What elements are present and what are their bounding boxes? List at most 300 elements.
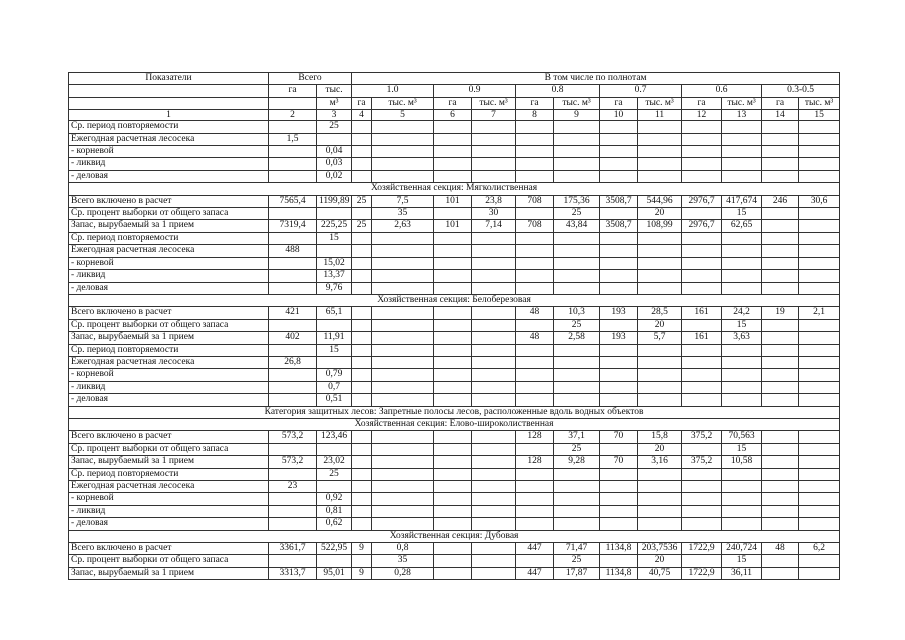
- table-cell: [434, 133, 472, 145]
- table-cell: [434, 505, 472, 517]
- table-cell: 0,62: [317, 518, 352, 530]
- table-cell: [638, 133, 682, 145]
- table-cell: [600, 282, 638, 294]
- table-cell: [682, 493, 722, 505]
- table-cell: [638, 468, 682, 480]
- table-row: [69, 344, 840, 356]
- col-number: 15: [799, 110, 840, 121]
- row-label: - ликвид: [69, 381, 269, 393]
- table-cell: [682, 443, 722, 455]
- table-cell: [682, 270, 722, 282]
- col-number: 7: [472, 110, 516, 121]
- table-cell: [472, 481, 516, 493]
- table-cell: 13,37: [317, 270, 352, 282]
- header-m3: м³: [317, 97, 352, 109]
- table-cell: 17,87: [554, 567, 600, 579]
- table-cell: 0,28: [372, 567, 434, 579]
- table-cell: [472, 121, 516, 133]
- table-cell: [472, 356, 516, 368]
- table-cell: [799, 344, 840, 356]
- table-cell: [799, 220, 840, 232]
- table-cell: [638, 146, 682, 158]
- table-cell: [638, 232, 682, 244]
- table-cell: 25: [352, 220, 372, 232]
- table-cell: [516, 493, 554, 505]
- table-cell: [762, 394, 799, 406]
- table-cell: [372, 158, 434, 170]
- table-cell: [682, 518, 722, 530]
- table-cell: [682, 468, 722, 480]
- unit-ths-m3: тыс. м³: [472, 97, 516, 109]
- table-cell: [269, 505, 317, 517]
- table-cell: [516, 282, 554, 294]
- table-row: [69, 121, 840, 133]
- table-cell: 9,76: [317, 282, 352, 294]
- table-cell: 70,563: [722, 431, 762, 443]
- table-cell: 573,2: [269, 456, 317, 468]
- table-cell: [269, 208, 317, 220]
- unit-ths-m3: тыс. м³: [554, 97, 600, 109]
- table-cell: [799, 567, 840, 579]
- table-cell: [472, 543, 516, 555]
- table-cell: 15,02: [317, 257, 352, 269]
- table-cell: [554, 344, 600, 356]
- table-cell: 0,04: [317, 146, 352, 158]
- table-cell: [799, 493, 840, 505]
- table-cell: [762, 369, 799, 381]
- table-cell: 0,7: [317, 381, 352, 393]
- unit-ha: га: [516, 97, 554, 109]
- row-label: Запас, вырубаемый за 1 прием: [69, 567, 269, 579]
- table-cell: [372, 245, 434, 257]
- table-cell: [472, 431, 516, 443]
- table-cell: [600, 319, 638, 331]
- table-cell: [516, 443, 554, 455]
- table-cell: 20: [638, 208, 682, 220]
- table-cell: [638, 369, 682, 381]
- table-cell: 240,724: [722, 543, 762, 555]
- table-cell: 161: [682, 332, 722, 344]
- table-cell: 35: [372, 555, 434, 567]
- table-cell: [799, 456, 840, 468]
- table-row: [69, 170, 840, 182]
- table-cell: 25: [554, 443, 600, 455]
- table-cell: 95,01: [317, 567, 352, 579]
- section-row: [69, 183, 840, 195]
- table-cell: [762, 245, 799, 257]
- section-title: Хозяйственная секция: Елово-широколиственная: [69, 418, 840, 430]
- table-cell: [762, 208, 799, 220]
- table-cell: [722, 282, 762, 294]
- table-cell: [352, 394, 372, 406]
- table-cell: [317, 133, 352, 145]
- col-number: 2: [269, 110, 317, 121]
- table-row: [69, 146, 840, 158]
- table-cell: [762, 381, 799, 393]
- table-cell: [722, 481, 762, 493]
- table-cell: [269, 158, 317, 170]
- table-cell: [516, 232, 554, 244]
- table-cell: [762, 344, 799, 356]
- table-row: [69, 270, 840, 282]
- table-cell: [682, 555, 722, 567]
- table-cell: [638, 493, 682, 505]
- table-cell: [722, 505, 762, 517]
- table-cell: [352, 307, 372, 319]
- table-cell: [472, 282, 516, 294]
- table-cell: 708: [516, 220, 554, 232]
- table-cell: [269, 493, 317, 505]
- table-cell: [372, 232, 434, 244]
- table-cell: [472, 394, 516, 406]
- row-label: - деловая: [69, 170, 269, 182]
- table-row: [69, 220, 840, 232]
- table-cell: 1134,8: [600, 543, 638, 555]
- table-cell: [682, 505, 722, 517]
- table-cell: [600, 133, 638, 145]
- table-cell: [352, 245, 372, 257]
- table-cell: [317, 208, 352, 220]
- table-cell: [434, 319, 472, 331]
- row-label: - корневой: [69, 369, 269, 381]
- table-cell: [554, 158, 600, 170]
- table-cell: [762, 282, 799, 294]
- table-cell: 20: [638, 555, 682, 567]
- unit-ths-m3: тыс. м³: [799, 97, 840, 109]
- table-cell: [600, 158, 638, 170]
- table-cell: 25: [352, 195, 372, 207]
- table-cell: 225,25: [317, 220, 352, 232]
- table-cell: 25: [317, 121, 352, 133]
- table-row: [69, 356, 840, 368]
- table-cell: 161: [682, 307, 722, 319]
- table-cell: [762, 170, 799, 182]
- table-cell: [600, 443, 638, 455]
- table-cell: [516, 121, 554, 133]
- table-cell: [516, 146, 554, 158]
- table-cell: [682, 121, 722, 133]
- table-cell: [372, 146, 434, 158]
- table-cell: [722, 381, 762, 393]
- section-title: Категория защитных лесов: Запретные полосы лесов, расположенные вдоль водных объектов: [69, 406, 840, 418]
- table-cell: [554, 232, 600, 244]
- table-cell: 3,16: [638, 456, 682, 468]
- table-cell: [722, 468, 762, 480]
- table-cell: 2,63: [372, 220, 434, 232]
- table-cell: [682, 146, 722, 158]
- table-cell: [762, 468, 799, 480]
- table-cell: [799, 555, 840, 567]
- col-number: 8: [516, 110, 554, 121]
- table-cell: [762, 232, 799, 244]
- table-cell: 7,14: [472, 220, 516, 232]
- table-cell: [472, 332, 516, 344]
- table-cell: [638, 245, 682, 257]
- table-cell: [472, 319, 516, 331]
- table-cell: [352, 121, 372, 133]
- table-row: [69, 505, 840, 517]
- table-cell: [434, 518, 472, 530]
- table-cell: [269, 170, 317, 182]
- table-cell: [269, 232, 317, 244]
- table-cell: [472, 257, 516, 269]
- table-cell: [352, 456, 372, 468]
- table-cell: [472, 245, 516, 257]
- table-cell: [799, 356, 840, 368]
- row-label: Ср. процент выборки от общего запаса: [69, 443, 269, 455]
- table-row: [69, 481, 840, 493]
- table-cell: 3508,7: [600, 220, 638, 232]
- table-cell: [434, 208, 472, 220]
- table-cell: 1134,8: [600, 567, 638, 579]
- table-cell: [554, 468, 600, 480]
- table-cell: 0,92: [317, 493, 352, 505]
- table-cell: [722, 369, 762, 381]
- table-cell: [682, 282, 722, 294]
- table-cell: [372, 505, 434, 517]
- table-row: [69, 245, 840, 257]
- table-cell: [269, 518, 317, 530]
- density-5: 0.6: [682, 85, 762, 97]
- table-cell: [516, 170, 554, 182]
- table-cell: 193: [600, 307, 638, 319]
- table-cell: [600, 344, 638, 356]
- table-cell: [554, 282, 600, 294]
- table-row: [69, 381, 840, 393]
- table-cell: 7565,4: [269, 195, 317, 207]
- row-label: Ср. период повторяемости: [69, 121, 269, 133]
- table-row: [69, 232, 840, 244]
- table-cell: [372, 468, 434, 480]
- table-cell: [352, 332, 372, 344]
- table-cell: 128: [516, 456, 554, 468]
- table-row: [69, 543, 840, 555]
- table-cell: [269, 121, 317, 133]
- table-cell: [600, 468, 638, 480]
- table-cell: [372, 394, 434, 406]
- table-cell: [799, 319, 840, 331]
- table-cell: [516, 245, 554, 257]
- section-title: Хозяйственная секция: Белоберезовая: [69, 294, 840, 306]
- table-row: [69, 158, 840, 170]
- table-cell: [799, 245, 840, 257]
- table-cell: [352, 505, 372, 517]
- table-cell: 447: [516, 543, 554, 555]
- table-cell: [762, 121, 799, 133]
- table-row: [69, 468, 840, 480]
- row-label: Всего включено в расчет: [69, 195, 269, 207]
- table-cell: 19: [762, 307, 799, 319]
- table-cell: [352, 270, 372, 282]
- table-cell: [682, 133, 722, 145]
- table-cell: [638, 158, 682, 170]
- table-cell: 15,8: [638, 431, 682, 443]
- row-label: Запас, вырубаемый за 1 прием: [69, 332, 269, 344]
- row-label: Ср. процент выборки от общего запаса: [69, 319, 269, 331]
- table-cell: [600, 257, 638, 269]
- row-label: Всего включено в расчет: [69, 543, 269, 555]
- table-cell: [762, 146, 799, 158]
- table-cell: [762, 270, 799, 282]
- table-cell: [762, 133, 799, 145]
- row-label: - корневой: [69, 493, 269, 505]
- table-cell: [638, 381, 682, 393]
- table-cell: 3313,7: [269, 567, 317, 579]
- table-cell: 9: [352, 567, 372, 579]
- col-number: 12: [682, 110, 722, 121]
- table-cell: [600, 146, 638, 158]
- table-cell: [682, 381, 722, 393]
- table-cell: [762, 356, 799, 368]
- table-cell: [762, 518, 799, 530]
- table-cell: [638, 394, 682, 406]
- table-cell: [372, 518, 434, 530]
- table-cell: 421: [269, 307, 317, 319]
- table-cell: [434, 356, 472, 368]
- table-cell: 0,79: [317, 369, 352, 381]
- table-cell: [682, 344, 722, 356]
- table-cell: 65,1: [317, 307, 352, 319]
- col-number: 6: [434, 110, 472, 121]
- row-label: Всего включено в расчет: [69, 431, 269, 443]
- table-cell: [600, 505, 638, 517]
- table-cell: [434, 332, 472, 344]
- table-cell: 5,7: [638, 332, 682, 344]
- table-cell: 0,8: [372, 543, 434, 555]
- table-cell: 108,99: [638, 220, 682, 232]
- row-label: Ежегодная расчетная лесосека: [69, 245, 269, 257]
- table-cell: [317, 319, 352, 331]
- table-cell: [434, 158, 472, 170]
- table-cell: [722, 158, 762, 170]
- table-cell: [352, 170, 372, 182]
- table-row: [69, 307, 840, 319]
- table-cell: [722, 518, 762, 530]
- table-cell: [638, 505, 682, 517]
- table-cell: [372, 121, 434, 133]
- table-cell: 25: [317, 468, 352, 480]
- table-cell: 10,58: [722, 456, 762, 468]
- table-cell: [472, 133, 516, 145]
- table-cell: [472, 468, 516, 480]
- table-cell: [352, 518, 372, 530]
- col-number: 3: [317, 110, 352, 121]
- table-cell: [722, 344, 762, 356]
- table-cell: 48: [516, 332, 554, 344]
- table-cell: [799, 270, 840, 282]
- table-cell: [269, 369, 317, 381]
- header-total: Всего: [269, 73, 352, 85]
- table-cell: 15: [722, 443, 762, 455]
- table-cell: [516, 468, 554, 480]
- table-cell: 447: [516, 567, 554, 579]
- table-cell: [434, 170, 472, 182]
- table-cell: 23: [269, 481, 317, 493]
- table-cell: [472, 158, 516, 170]
- col-number: 4: [352, 110, 372, 121]
- table-cell: [722, 245, 762, 257]
- header-row-3: [69, 97, 840, 109]
- table-cell: [472, 170, 516, 182]
- table-cell: [352, 381, 372, 393]
- table-cell: [352, 319, 372, 331]
- table-cell: 3,63: [722, 332, 762, 344]
- table-cell: [352, 146, 372, 158]
- table-cell: 2976,7: [682, 195, 722, 207]
- table-cell: 20: [638, 443, 682, 455]
- table-cell: [600, 208, 638, 220]
- table-cell: [434, 481, 472, 493]
- table-cell: [638, 518, 682, 530]
- unit-ha: га: [352, 97, 372, 109]
- table-cell: 1,5: [269, 133, 317, 145]
- table-cell: [352, 369, 372, 381]
- table-cell: [434, 307, 472, 319]
- table-cell: [799, 381, 840, 393]
- table-row: [69, 567, 840, 579]
- table-cell: [799, 431, 840, 443]
- table-cell: 175,36: [554, 195, 600, 207]
- table-cell: [434, 344, 472, 356]
- unit-ha: га: [600, 97, 638, 109]
- table-cell: [352, 356, 372, 368]
- table-cell: 203,7536: [638, 543, 682, 555]
- table-cell: [434, 270, 472, 282]
- table-cell: [762, 257, 799, 269]
- table-cell: [472, 381, 516, 393]
- table-cell: 0,51: [317, 394, 352, 406]
- table-cell: [682, 481, 722, 493]
- table-cell: 15: [317, 344, 352, 356]
- table-cell: [682, 158, 722, 170]
- table-cell: [799, 170, 840, 182]
- table-cell: [352, 481, 372, 493]
- table-cell: [472, 146, 516, 158]
- row-label: - ликвид: [69, 158, 269, 170]
- header-ha: га: [269, 85, 317, 97]
- table-cell: [516, 555, 554, 567]
- table-cell: 15: [722, 555, 762, 567]
- table-row: [69, 332, 840, 344]
- table-cell: [472, 567, 516, 579]
- table-cell: 37,1: [554, 431, 600, 443]
- table-cell: [554, 493, 600, 505]
- table-row: [69, 518, 840, 530]
- table-cell: [799, 518, 840, 530]
- table-cell: [516, 518, 554, 530]
- table-cell: [269, 555, 317, 567]
- table-cell: 375,2: [682, 431, 722, 443]
- col-number: 11: [638, 110, 682, 121]
- table-cell: [799, 443, 840, 455]
- table-cell: 25: [554, 319, 600, 331]
- table-cell: [372, 133, 434, 145]
- table-cell: [722, 394, 762, 406]
- table-cell: [799, 332, 840, 344]
- table-cell: 48: [762, 543, 799, 555]
- table-cell: [799, 369, 840, 381]
- table-cell: [317, 555, 352, 567]
- table-cell: 0,02: [317, 170, 352, 182]
- table-cell: [317, 481, 352, 493]
- table-cell: [372, 270, 434, 282]
- table-cell: 9: [352, 543, 372, 555]
- table-cell: [269, 468, 317, 480]
- table-cell: [722, 257, 762, 269]
- table-cell: [722, 270, 762, 282]
- table-cell: [434, 443, 472, 455]
- table-cell: [554, 146, 600, 158]
